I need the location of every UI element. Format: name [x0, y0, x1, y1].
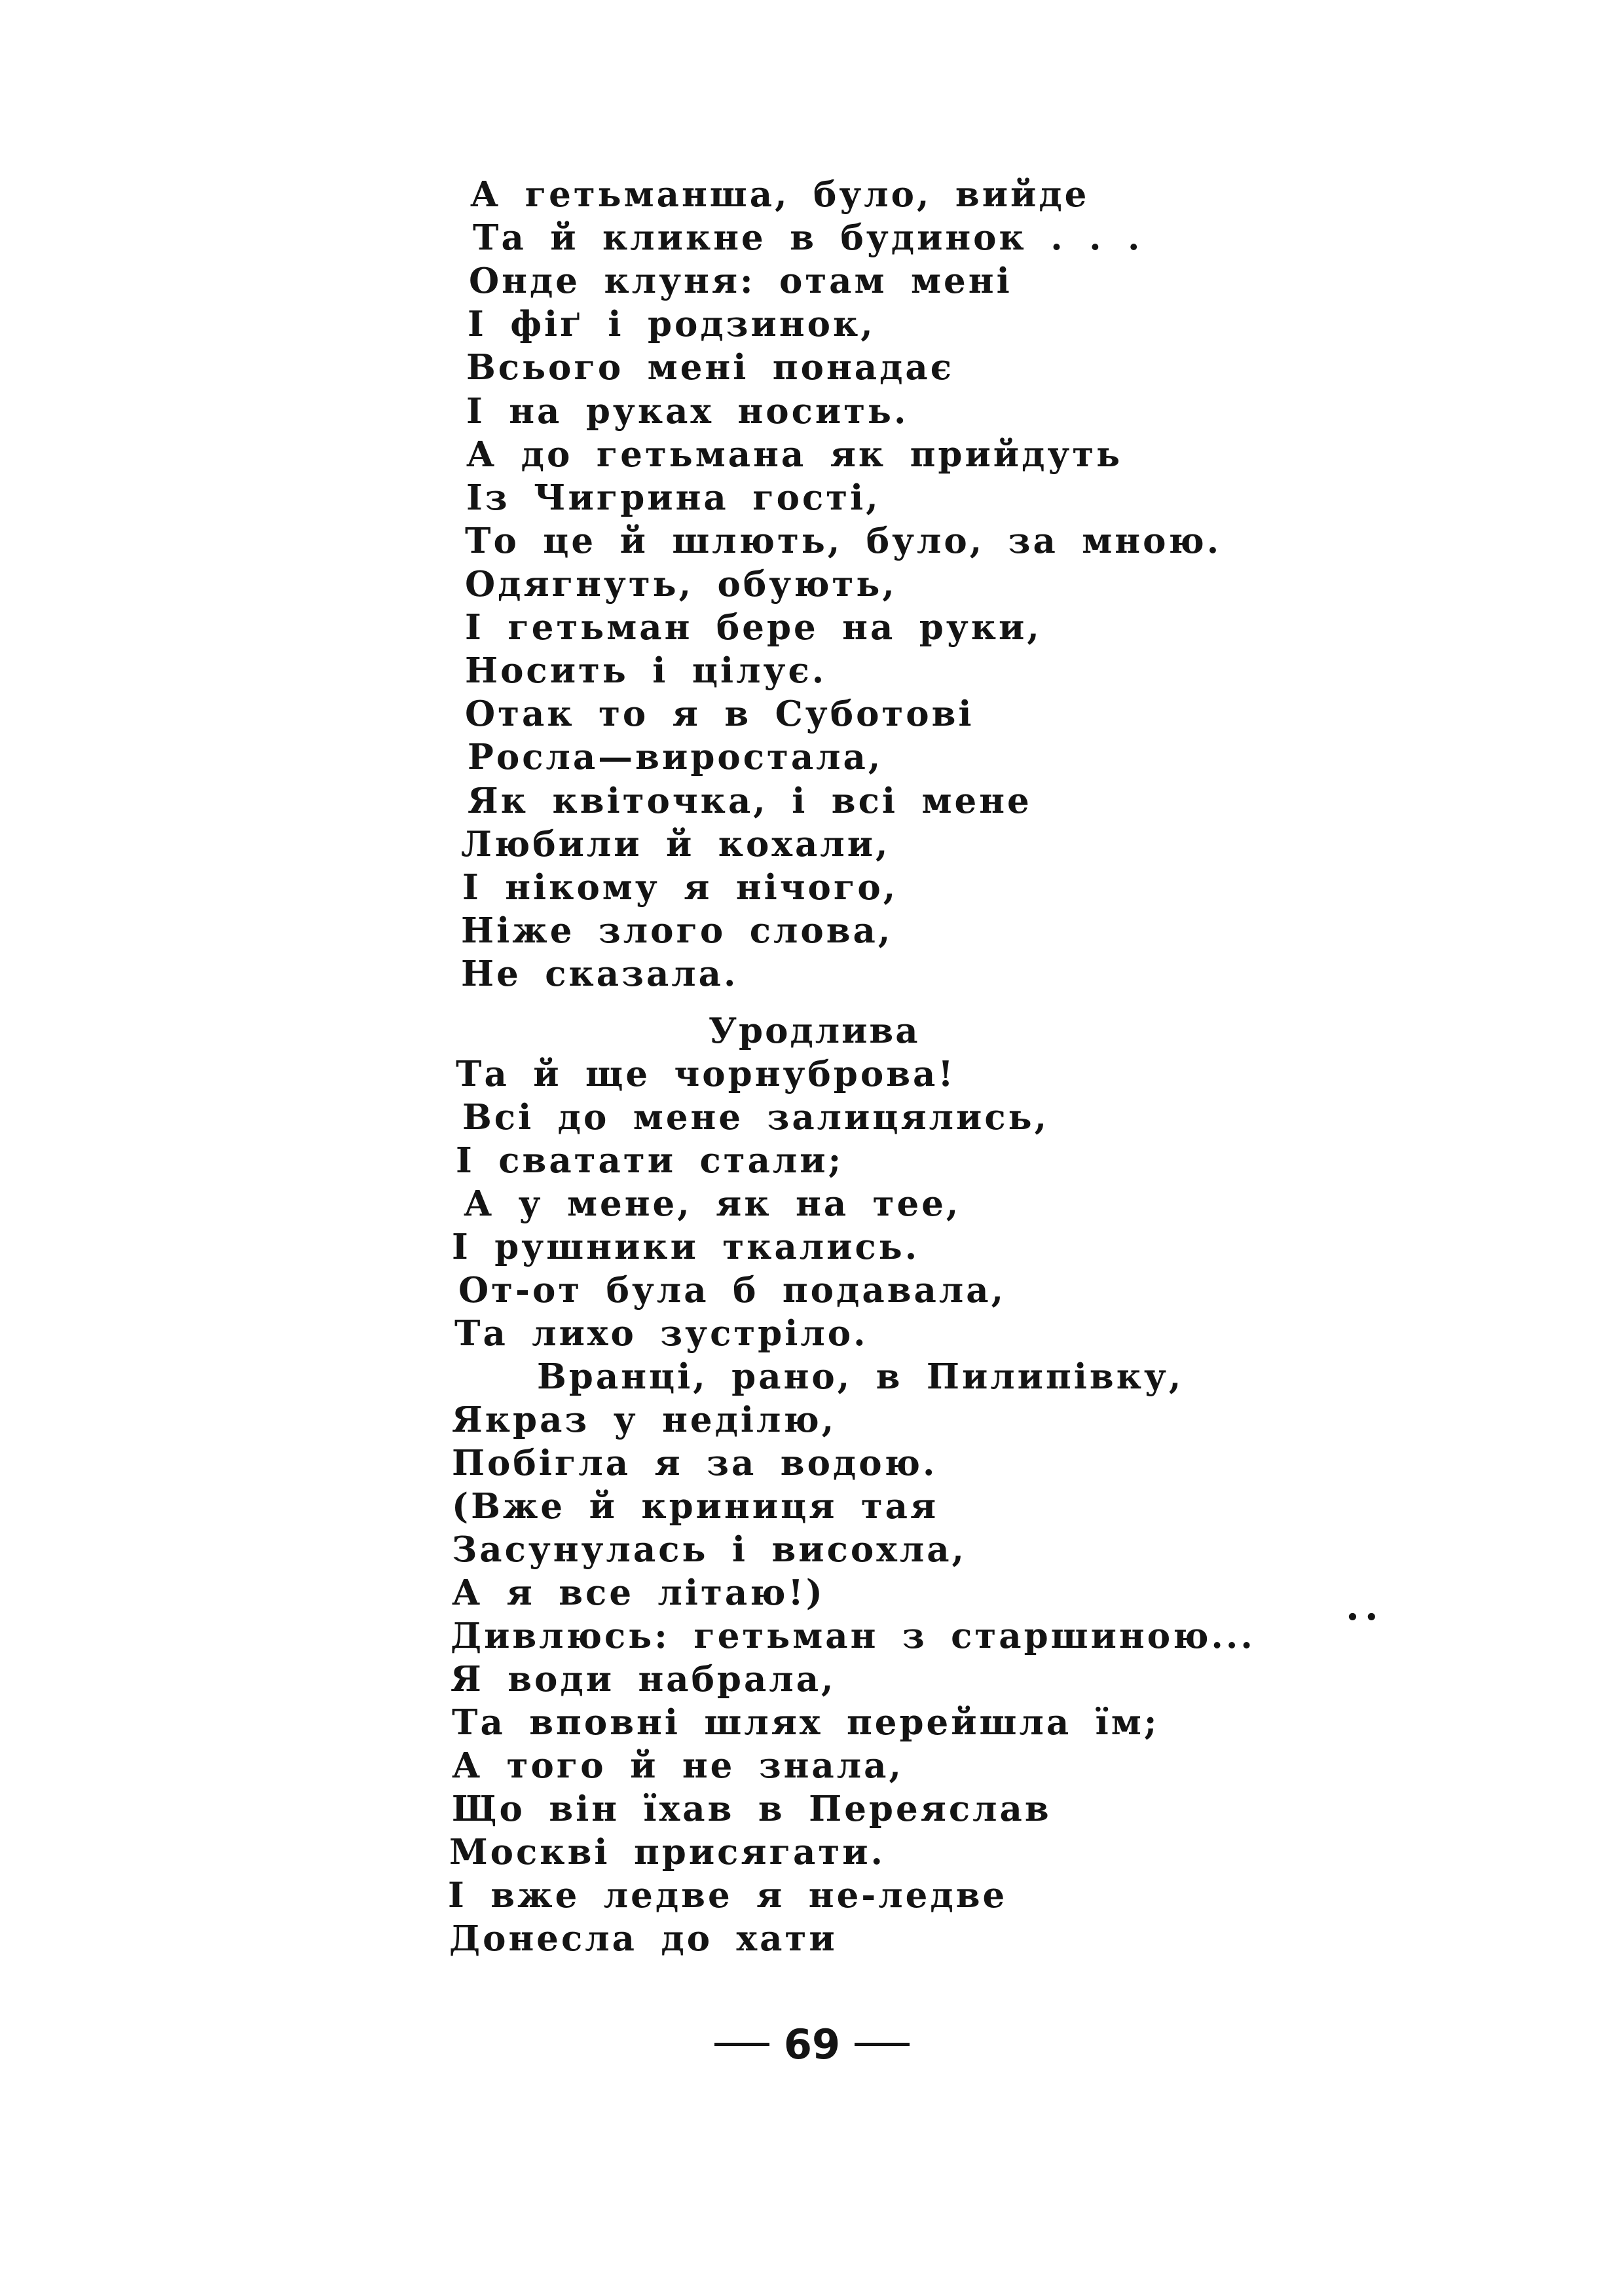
verse-line: Побігла я за водою.	[452, 1443, 938, 1483]
stray-mark: ..	[1346, 1584, 1384, 1629]
page-number-footer	[0, 2019, 1624, 2071]
verse-line: Що він їхав в Переяслав	[452, 1789, 1052, 1829]
verse-line: Із Чигрина гості,	[466, 477, 881, 518]
verse-line: Ніже злого слова,	[461, 910, 893, 951]
verse-line: І на руках носить.	[466, 391, 909, 432]
verse-line: Не сказала.	[461, 954, 739, 994]
verse-line: Та вповні шлях перейшла їм;	[452, 1702, 1160, 1743]
section-heading: Уродлива	[709, 1011, 920, 1051]
verse-line: Вранці, рано, в Пилипівку,	[537, 1356, 1184, 1397]
verse-line: Та лихо зустріло.	[454, 1313, 868, 1354]
verse-line: Онде клуня: отам мені	[469, 261, 1012, 301]
verse-line: Та й ще чорнуброва!	[456, 1054, 956, 1094]
verse-line: І вже ледве я не-ледве	[448, 1875, 1008, 1916]
verse-line: Любили й кохали,	[461, 824, 891, 865]
verse-line: А я все літаю!)	[452, 1573, 825, 1613]
verse-line: А до гетьмана як прийдуть	[466, 434, 1123, 475]
verse-line: От-от була б подавала,	[458, 1270, 1006, 1311]
verse-line: А гетьманша, було, вийде	[470, 174, 1090, 215]
verse-line: (Вже й криниця тая	[452, 1486, 939, 1527]
right-dash	[855, 2043, 910, 2046]
verse-line: Та й кликне в будинок . . .	[473, 217, 1143, 258]
verse-line: І нікому я нічого,	[462, 867, 898, 908]
verse-line: Одягнуть, обують,	[465, 564, 897, 605]
verse-line: Якраз у неділю,	[452, 1400, 837, 1440]
verse-line: Донесла до хати	[449, 1918, 838, 1959]
verse-line: Всі до мене залицялись,	[462, 1097, 1050, 1138]
verse-line: А того й не знала,	[452, 1745, 904, 1786]
verse-line: І фіґ і родзинок,	[468, 304, 876, 344]
left-dash	[714, 2043, 769, 2046]
verse-line: Носить і цілує.	[465, 650, 827, 691]
verse-line: А у мене, як на тее,	[464, 1183, 961, 1224]
verse-line: Як квіточка, і всі мене	[468, 781, 1032, 821]
verse-line: Отак то я в Суботові	[465, 694, 974, 734]
verse-line: Всього мені понадає	[466, 347, 955, 388]
verse-line: Я води набрала,	[451, 1659, 836, 1700]
verse-line: І сватати стали;	[456, 1140, 844, 1181]
verse-line: Засунулась і висохла,	[452, 1529, 967, 1570]
verse-line: Дивлюсь: гетьман з старшиною...	[451, 1616, 1255, 1656]
verse-line: І гетьман бере на руки,	[465, 607, 1042, 648]
page-number: 69	[783, 2020, 841, 2068]
verse-line: То це й шлють, було, за мною.	[465, 521, 1222, 561]
verse-line: Москві присягати.	[449, 1832, 885, 1872]
verse-line: І рушники ткались.	[452, 1227, 920, 1267]
verse-line: Росла—виростала,	[468, 737, 883, 777]
